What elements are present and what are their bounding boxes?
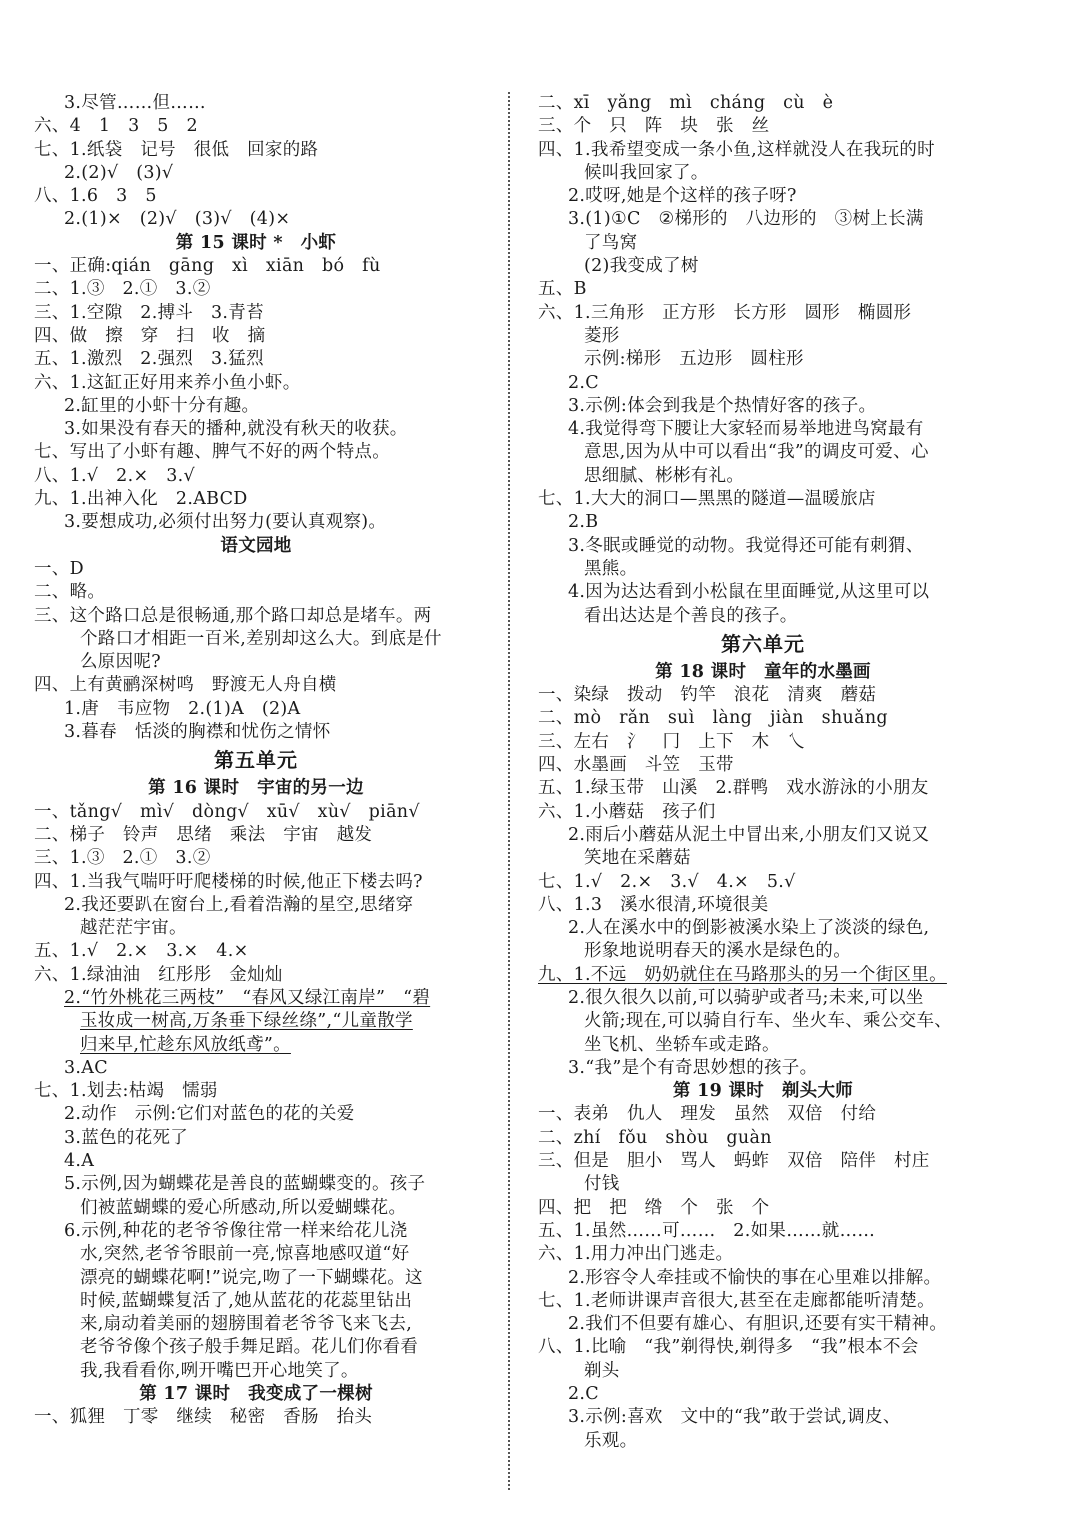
answer-line: 四、1.当我气喘吁吁爬楼梯的时候,他正下楼去吗?	[34, 871, 423, 892]
answer-line: 坐飞机、坐轿车或走路。	[584, 1034, 780, 1055]
answer-line: 六、1.三角形 正方形 长方形 圆形 椭圆形	[538, 302, 912, 323]
answer-line: 2.哎呀,她是个这样的孩子呀?	[568, 186, 797, 207]
answer-line: 一、狐狸 丁零 继续 秘密 香肠 抬头	[34, 1407, 373, 1428]
answer-line: 七、1.纸袋 记号 很低 回家的路	[34, 139, 319, 160]
answer-line: 3.如果没有春天的播种,就没有秋天的收获。	[64, 419, 408, 440]
answer-line: 看出达达是个善良的孩子。	[584, 605, 798, 626]
answer-line: 意思,因为从中可以看出“我”的调皮可爱、心	[584, 442, 929, 463]
answer-line: 一、染绿 拨动 钓竿 浪花 清爽 蘑菇	[538, 685, 877, 706]
answer-line: 候叫我回家了。	[584, 162, 709, 183]
answer-line: 老爷爷像个孩子般手舞足蹈。花儿们你看看	[80, 1337, 419, 1358]
answer-line: 2.人在溪水中的倒影被溪水染上了淡淡的绿色,	[568, 918, 930, 939]
answer-line: 示例:梯形 五边形 圆柱形	[584, 349, 804, 370]
answer-line: 4.因为达达看到小松鼠在里面睡觉,从这里可以	[568, 582, 930, 603]
answer-line: 付钱	[584, 1174, 620, 1195]
answer-line: 三、个 只 阵 块 张 丝	[538, 116, 770, 137]
answer-line: 时候,蓝蝴蝶复活了,她从蓝花的花蕊里钻出	[80, 1290, 413, 1311]
answer-line: 形象地说明春天的溪水是绿色的。	[584, 941, 851, 962]
answer-line: 八、1.6 3 5	[34, 186, 157, 207]
lesson-heading: 语文园地	[220, 535, 292, 556]
answer-line: 5.示例,因为蝴蝶花是善良的蓝蝴蝶变的。孩子	[64, 1174, 426, 1195]
answer-line: 2.C	[568, 1384, 599, 1405]
answer-line: 1.唐 韦应物 2.(1)A (2)A	[64, 698, 301, 719]
answer-line: 3.(1)①C ②梯形的 八边形的 ③树上长满	[568, 209, 924, 230]
answer-line: 3.示例:体会到我是个热情好客的孩子。	[568, 395, 877, 416]
answer-line: 笑地在采蘑菇	[584, 848, 691, 869]
answer-line: 六、4 1 3 5 2	[34, 116, 198, 137]
answer-line: 七、1.√ 2.× 3.√ 4.× 5.√	[538, 871, 796, 892]
answer-line: 五、1.虽然……可…… 2.如果……就……	[538, 1220, 876, 1241]
answer-line: 菱形	[584, 325, 620, 346]
answer-line: 2.我们不但要有雄心、有胆识,还要有实干精神。	[568, 1314, 948, 1335]
answer-line: 二、xī yǎng mì cháng cù è	[538, 93, 834, 113]
answer-line: 二、略。	[34, 582, 106, 603]
answer-line: 3.示例:喜欢 文中的“我”敢于尝试,调皮、	[568, 1407, 901, 1428]
answer-line: 2.雨后小蘑菇从泥土中冒出来,小朋友们又说又	[568, 824, 930, 845]
answer-line: (2)我变成了树	[584, 256, 699, 277]
answer-line: 八、1.3 溪水很清,环境很美	[538, 894, 769, 915]
answer-line: 九、1.出神入化 2.ABCD	[34, 489, 248, 510]
answer-line: 三、1.空隙 2.搏斗 3.青苔	[34, 302, 264, 323]
answer-line: 3.暮春 恬淡的胸襟和忧伤之情怀	[64, 722, 331, 743]
answer-line: 八、1.比喻 “我”剃得快,剃得多 “我”根本不会	[538, 1337, 919, 1358]
answer-line: 2.缸里的小虾十分有趣。	[64, 395, 260, 416]
answer-line: 思细腻、彬彬有礼。	[584, 465, 745, 486]
answer-line: 七、1.老师讲课声音很大,甚至在走廊都能听清楚。	[538, 1290, 935, 1311]
answer-line: 2.我还要趴在窗台上,看着浩瀚的星空,思绪穿	[64, 894, 414, 915]
answer-line: 2.形容令人牵挂或不愉快的事在心里难以排解。	[568, 1267, 942, 1288]
answer-line: 五、1.√ 2.× 3.× 4.×	[34, 941, 249, 962]
unit-heading: 第五单元	[214, 748, 298, 773]
column-divider	[508, 92, 510, 1490]
answer-line: 七、1.大大的洞口—黑黑的隧道—温暖旅店	[538, 489, 876, 510]
answer-line: 2.(2)√ (3)√	[64, 162, 174, 183]
answer-line: 二、zhí fǒu shòu guàn	[538, 1127, 772, 1148]
answer-line: 2.(1)× (2)√ (3)√ (4)×	[64, 209, 291, 230]
answer-line: 剃头	[584, 1360, 620, 1381]
answer-line: 我,我看看你,咧开嘴巴开心地笑了。	[80, 1360, 359, 1381]
answer-line: 五、B	[538, 279, 587, 300]
answer-line: 一、D	[34, 558, 84, 579]
answer-line: 漂亮的蝴蝶花啊!”说完,吻了一下蝴蝶花。这	[80, 1267, 423, 1288]
answer-line: 来,扇动着美丽的翅膀围着老爷爷飞来飞去,	[80, 1314, 413, 1335]
answer-line: 6.示例,种花的老爷爷像往常一样来给花儿浇	[64, 1220, 408, 1241]
answer-line: 3.“我”是个有奇思妙想的孩子。	[568, 1057, 818, 1078]
answer-line: 2.动作 示例:它们对蓝色的花的关爱	[64, 1104, 355, 1125]
answer-line: 七、写出了小虾有趣、脾气不好的两个特点。	[34, 442, 390, 463]
answer-line: 三、这个路口总是很畅通,那个路口却总是堵车。两	[34, 605, 432, 626]
answer-line: 四、把 把 绺 个 张 个	[538, 1197, 770, 1218]
answer-line: 四、1.我希望变成一条小鱼,这样就没人在我玩的时	[538, 139, 935, 160]
answer-line: 水,突然,老爷爷眼前一亮,惊喜地感叹道“好	[80, 1244, 410, 1265]
answer-line: 六、1.用力冲出门逃走。	[538, 1244, 734, 1265]
answer-line: 乐观。	[584, 1430, 638, 1451]
answer-line: 们被蓝蝴蝶的爱心所感动,所以爱蝴蝶花。	[80, 1197, 407, 1218]
unit-heading: 第六单元	[721, 631, 805, 656]
answer-line: 3.AC	[64, 1057, 108, 1078]
answer-line: 3.尽管……但……	[64, 93, 206, 113]
answer-line: 六、1.小蘑菇 孩子们	[538, 801, 716, 822]
answer-line: 二、1.③ 2.① 3.②	[34, 279, 211, 300]
answer-line: 六、1.这缸正好用来养小鱼小虾。	[34, 372, 301, 393]
answer-line: 越茫茫宇宙。	[80, 918, 187, 939]
answer-line: 3.要想成功,必须付出努力(要认真观察)。	[64, 512, 387, 533]
lesson-heading: 第 15 课时 * 小虾	[175, 232, 337, 253]
answer-line: 归来早,忙趁东风放纸鸢”。	[80, 1034, 291, 1055]
answer-line: 九、1.不远 奶奶就住在马路那头的另一个街区里。	[538, 964, 947, 985]
answer-line: 四、上有黄鹂深树鸣 野渡无人舟自横	[34, 675, 337, 696]
answer-line: 八、1.√ 2.× 3.√	[34, 465, 195, 486]
answer-line: 2.“竹外桃花三两枝” “春风又绿江南岸” “碧	[64, 987, 431, 1008]
answer-line: 2.很久很久以前,可以骑驴或者马;未来,可以坐	[568, 987, 924, 1008]
answer-line: 3.冬眠或睡觉的动物。我觉得还可能有刺猬、	[568, 535, 924, 556]
answer-line: 五、1.激烈 2.强烈 3.猛烈	[34, 349, 264, 370]
answer-line: 五、1.绿玉带 山溪 2.群鸭 戏水游泳的小朋友	[538, 778, 929, 799]
answer-line: 2.C	[568, 372, 599, 393]
answer-line: 火箭;现在,可以骑自行车、坐火车、乘公交车、	[584, 1011, 953, 1032]
answer-line: 一、表弟 仇人 理发 虽然 双倍 付给	[538, 1104, 877, 1125]
answer-line: 四、做 擦 穿 扫 收 摘	[34, 325, 266, 346]
answer-line: 一、tǎng√ mì√ dòng√ xū√ xù√ piān√	[34, 801, 420, 822]
answer-line: 三、但是 胆小 骂人 蚂蚱 双倍 陪伴 村庄	[538, 1151, 930, 1172]
answer-line: 一、正确:qián gāng xì xiān bó fù	[34, 256, 381, 277]
answer-line: 四、水墨画 斗笠 玉带	[538, 755, 734, 776]
answer-line: 4.我觉得弯下腰让大家轻而易举地进鸟窝最有	[568, 419, 924, 440]
right-column	[538, 92, 988, 1453]
answer-line: 3.蓝色的花死了	[64, 1127, 189, 1148]
lesson-heading: 第 18 课时 童年的水墨画	[655, 661, 871, 682]
answer-line: 4.A	[64, 1151, 95, 1172]
answer-line: 个路口才相距一百米,差别却这么大。到底是什	[80, 628, 442, 649]
answer-line: 二、mò rǎn suì làng jiàn shuǎng	[538, 708, 888, 729]
answer-line: 七、1.划去:枯竭 懦弱	[34, 1081, 218, 1102]
answer-line: 么原因呢?	[80, 652, 161, 673]
left-column	[34, 92, 478, 1430]
lesson-heading: 第 19 课时 剃头大师	[672, 1081, 854, 1102]
answer-line: 2.B	[568, 512, 599, 533]
answer-line: 三、左右 氵 冂 上下 木 乀	[538, 731, 805, 752]
answer-line: 三、1.③ 2.① 3.②	[34, 848, 211, 869]
answer-line: 六、1.绿油油 红彤彤 金灿灿	[34, 964, 283, 985]
answer-line: 黑熊。	[584, 558, 638, 579]
answer-line: 玉妆成一树高,万条垂下绿丝绦”,“儿童散学	[80, 1011, 413, 1032]
lesson-heading: 第 16 课时 宇宙的另一边	[148, 778, 364, 799]
answer-line: 二、梯子 铃声 思绪 乘法 宇宙 越发	[34, 824, 373, 845]
answer-line: 了鸟窝	[584, 232, 638, 253]
lesson-heading: 第 17 课时 我变成了一棵树	[139, 1384, 373, 1405]
